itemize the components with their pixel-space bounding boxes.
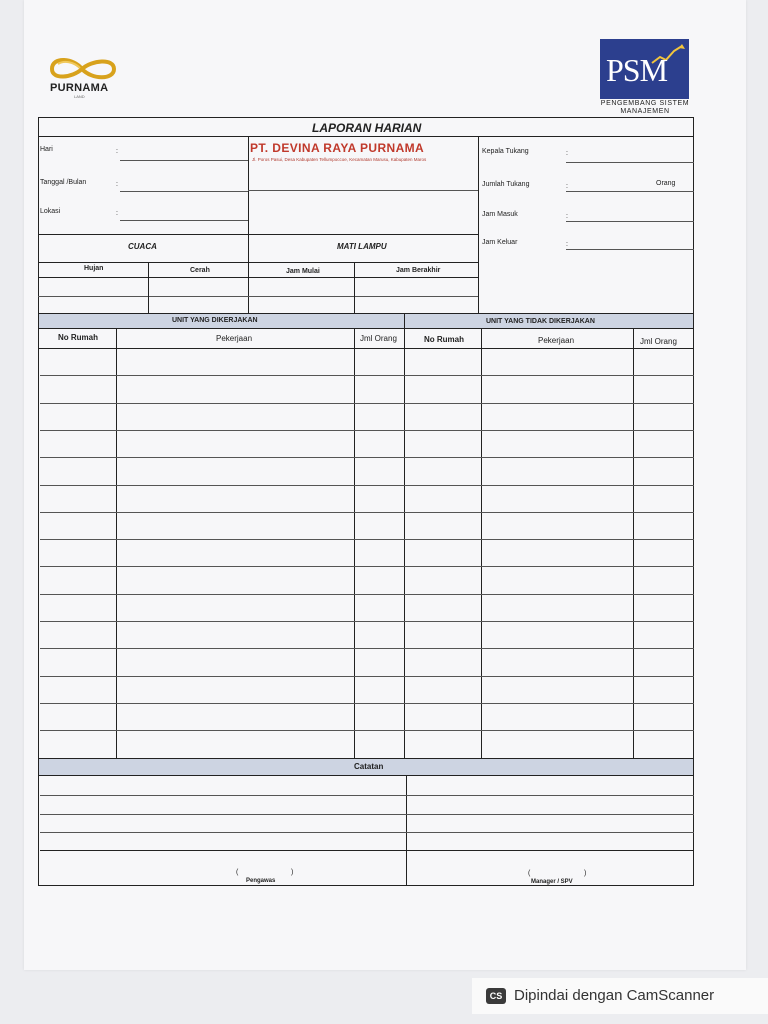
jumlah-tukang-input-line[interactable]	[566, 191, 694, 192]
weather-col-rain: Hujan	[84, 265, 104, 272]
field-sep: :	[116, 148, 118, 155]
camscanner-badge: CS	[486, 988, 506, 1004]
divider	[248, 190, 478, 191]
table-row[interactable]	[40, 730, 694, 731]
undone-col-house-no: No Rumah	[424, 335, 464, 344]
power-col-start: Jam Mulai	[286, 268, 320, 275]
company-name: PT. DEVINA RAYA PURNAMA	[250, 141, 425, 155]
jam-masuk-input-line[interactable]	[566, 221, 694, 222]
table-row[interactable]	[40, 648, 694, 649]
form-title: LAPORAN HARIAN	[312, 121, 422, 135]
sign-right-paren-close: )	[584, 870, 587, 877]
table-row[interactable]	[40, 403, 694, 404]
divider	[38, 348, 694, 349]
field-label-lokasi: Lokasi	[40, 208, 61, 215]
notes-line[interactable]	[40, 832, 694, 833]
table-row[interactable]	[40, 566, 694, 567]
kepala-tukang-input-line[interactable]	[566, 162, 694, 163]
field-label-jam-masuk: Jam Masuk	[482, 211, 518, 218]
undone-units-heading: UNIT YANG TIDAK DIKERJAKAN	[486, 318, 595, 325]
table-row[interactable]	[40, 457, 694, 458]
divider	[38, 277, 478, 278]
divider	[38, 296, 478, 297]
done-col-people: Jml Orang	[360, 334, 397, 343]
sign-right-paren-open: (	[528, 870, 531, 877]
unit-orang: Orang	[656, 180, 676, 187]
field-sep: :	[116, 210, 118, 217]
divider	[481, 328, 482, 758]
table-row[interactable]	[40, 375, 694, 376]
tanggal-input-line[interactable]	[120, 191, 248, 192]
weather-col-clear: Cerah	[190, 267, 210, 274]
weather-heading: CUACA	[128, 242, 157, 251]
divider	[148, 262, 149, 313]
notes-heading: Catatan	[354, 762, 384, 771]
divider	[38, 136, 694, 137]
table-row[interactable]	[40, 430, 694, 431]
field-sep: :	[566, 150, 568, 157]
psm-logo-text: PSM	[606, 52, 668, 88]
psm-logo-caption	[590, 100, 700, 116]
field-sep: :	[116, 181, 118, 188]
table-row[interactable]	[40, 539, 694, 540]
notes-line[interactable]	[40, 795, 694, 796]
purnama-logo-text: PURNAMA	[50, 82, 109, 94]
purnama-logo-sub: LAND	[74, 94, 85, 99]
divider	[40, 850, 694, 851]
camscanner-text: Dipindai dengan CamScanner	[514, 987, 715, 1004]
infinity-icon	[44, 54, 120, 84]
hari-input-line[interactable]	[120, 160, 248, 161]
table-row[interactable]	[40, 621, 694, 622]
field-sep: :	[566, 241, 568, 248]
undone-col-people: Jml Orang	[640, 337, 677, 346]
done-col-work: Pekerjaan	[216, 334, 253, 343]
divider	[354, 262, 355, 313]
divider	[116, 328, 117, 758]
supervisor-label: Pengawas	[246, 878, 276, 884]
sign-left-paren-close: )	[291, 869, 294, 876]
divider	[248, 136, 249, 313]
divider	[354, 328, 355, 758]
undone-col-work: Pekerjaan	[538, 336, 575, 345]
psm-caption-line-1: PENGEMBANG SISTEM	[600, 100, 690, 107]
purnama-logo	[44, 54, 120, 98]
divider	[38, 328, 694, 329]
divider	[38, 234, 478, 235]
done-col-house-no: No Rumah	[58, 333, 98, 342]
field-sep: :	[566, 183, 568, 190]
field-label-hari: Hari	[40, 146, 53, 153]
table-row[interactable]	[40, 594, 694, 595]
company-address: Jl. Poros Pasui, Desa Kabupaten Tellumpoccoe, Kecamatan Marusu, Kabupaten Maros	[252, 157, 427, 162]
field-sep: :	[566, 213, 568, 220]
done-units-heading: UNIT YANG DIKERJAKAN	[172, 317, 258, 324]
power-off-heading: MATI LAMPU	[337, 242, 387, 251]
psm-caption-line-2: MANAJEMEN	[620, 108, 670, 115]
divider	[633, 328, 634, 758]
divider	[38, 775, 694, 776]
psm-logo	[600, 39, 689, 99]
table-row[interactable]	[40, 703, 694, 704]
jam-keluar-input-line[interactable]	[566, 249, 694, 250]
sign-left-paren-open: (	[236, 869, 239, 876]
divider	[404, 314, 405, 758]
table-row[interactable]	[40, 485, 694, 486]
notes-line[interactable]	[40, 814, 694, 815]
field-label-jumlah-tukang: Jumlah Tukang	[482, 181, 530, 188]
manager-label: Manager / SPV	[531, 879, 573, 885]
lokasi-input-line[interactable]	[120, 220, 248, 221]
table-row[interactable]	[40, 676, 694, 677]
field-label-jam-keluar: Jam Keluar	[482, 239, 518, 246]
power-col-end: Jam Berakhir	[396, 267, 441, 274]
table-row[interactable]	[40, 512, 694, 513]
divider	[478, 136, 479, 313]
field-label-tanggal: Tanggal /Bulan	[40, 179, 87, 186]
divider	[38, 262, 478, 263]
field-label-kepala-tukang: Kepala Tukang	[482, 148, 529, 155]
divider	[406, 775, 407, 886]
